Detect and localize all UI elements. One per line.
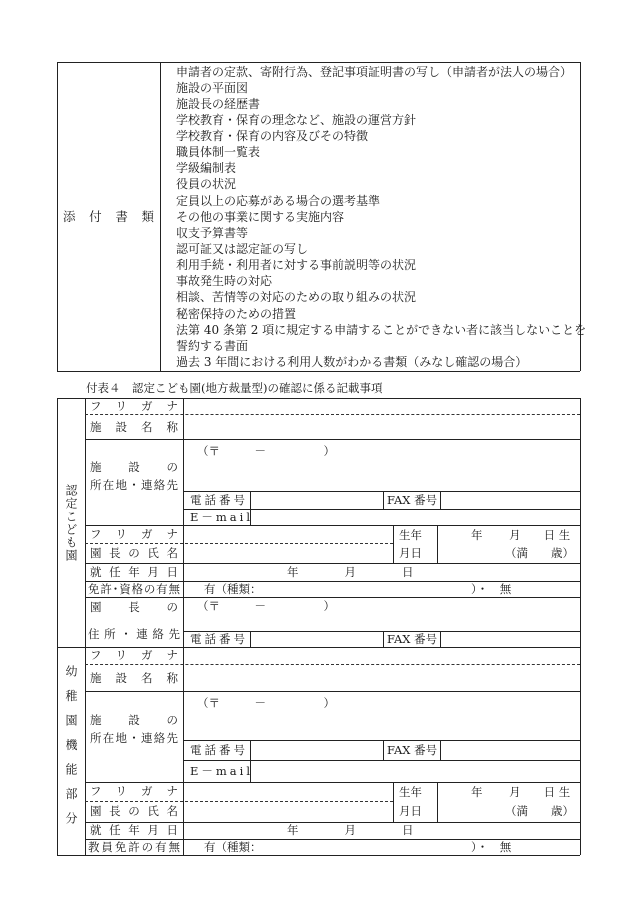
table-rule (85, 398, 86, 855)
attachment-item: 学校教育・保育の内容及びその特徴 (176, 129, 369, 144)
director-name-label: 園 長 の 氏 名 (90, 546, 178, 560)
license-no-option: ）・ 無 (471, 840, 512, 854)
table-rule (437, 525, 438, 563)
phone-label: 電話番号 (190, 743, 245, 757)
attachment-item: 学校教育・保育の理念など、施設の運営方針 (176, 112, 417, 127)
table-rule (85, 439, 580, 440)
birthdate-label: 生年 (399, 528, 422, 542)
section-title-cell (57, 398, 85, 647)
facility-name-label: 施 設 名 称 (90, 420, 178, 434)
birthdate-label: 生年 (399, 785, 422, 799)
director-address-label: 住 所 ・ 連 絡 先 (88, 627, 180, 641)
table-rule (440, 491, 441, 509)
section-title: 幼稚園機能部分 (64, 665, 78, 837)
postal-code-template: （〒 － ） (197, 696, 335, 710)
birthdate-template: 年 月 日 生 (471, 785, 571, 799)
section-title-cell (57, 647, 85, 855)
table-rule-dashed (85, 414, 580, 415)
age-template: （満 歳） (505, 546, 574, 560)
director-address-label: 園 長 の (90, 600, 178, 614)
fax-label: FAX 番号 (387, 632, 438, 646)
table-rule (183, 740, 580, 741)
facility-name-label: 施 設 名 称 (90, 671, 178, 685)
email-label: E－mail (190, 764, 254, 778)
furigana-label: フ リ ガ ナ (90, 399, 178, 413)
appointment-date-template: 年 月 日 (287, 565, 414, 579)
table-rule (393, 525, 394, 563)
table-rule (57, 62, 58, 371)
birthdate-label: 月日 (399, 804, 422, 818)
table-rule (440, 631, 441, 647)
attachment-item: 役員の状況 (176, 177, 237, 192)
appointment-date-label: 就 任 年 月 日 (90, 823, 178, 837)
facility-address-label: 所在地・連絡先 (90, 731, 178, 745)
license-no-option: ）・ 無 (471, 582, 512, 596)
table-rule (383, 631, 384, 647)
section-title: 認定こども園 (64, 483, 78, 562)
facility-address-label: 所在地・連絡先 (90, 478, 178, 492)
table-rule-dashed (85, 543, 393, 544)
license-yes-option: 有（種類： (204, 582, 262, 596)
table-rule (383, 491, 384, 509)
table-caption: 付表４ 認定こども園(地方裁量型)の確認に係る記載事項 (86, 381, 383, 395)
birthdate-template: 年 月 日 生 (471, 528, 571, 542)
attachment-item: 事故発生時の対応 (176, 274, 273, 289)
appointment-date-label: 就 任 年 月 日 (90, 565, 178, 579)
attachment-item: 認可証又は認定証の写し (176, 242, 309, 257)
attachment-item: 相談、苦情等の対応のための取り組みの状況 (176, 290, 417, 305)
attachment-item: 施設長の経歴書 (176, 96, 261, 111)
table-rule (183, 760, 580, 761)
attachment-item: 秘密保持のための措置 (176, 306, 297, 321)
phone-label: 電話番号 (190, 632, 245, 646)
appointment-date-template: 年 月 日 (287, 823, 414, 837)
attachments-heading: 添 付 書 類 (63, 208, 154, 224)
attachment-item: 学級編制表 (176, 161, 237, 176)
table-rule (160, 62, 161, 371)
table-rule-dashed (85, 801, 393, 802)
table-rule (57, 855, 580, 856)
table-rule (85, 691, 580, 692)
teacher-license-label: 教員免許の有無 (88, 840, 180, 854)
attachment-item: 定員以上の応募がある場合の選考基準 (176, 193, 381, 208)
license-yes-option: 有（種類： (204, 840, 262, 854)
attachments-list (176, 64, 587, 371)
attachment-item: 職員体制一覧表 (176, 145, 261, 160)
attachment-item: 過去 3 年間における利用人数がわかる書類（みなし確認の場合） (176, 355, 528, 370)
table-rule-dashed (85, 664, 580, 665)
table-rule (393, 782, 394, 822)
table-rule (580, 398, 581, 855)
license-label: 免許･資格の有無 (88, 582, 180, 596)
table-rule (437, 782, 438, 822)
attachment-item: 法第 40 条第 2 項に規定する申請することができない者に該当しないことを (176, 322, 587, 337)
table-rule (440, 740, 441, 760)
director-furigana-label: フ リ ガ ナ (90, 527, 178, 541)
table-rule (383, 740, 384, 760)
table-rule (183, 398, 184, 855)
director-furigana-label: フ リ ガ ナ (90, 784, 178, 798)
email-label: E－mail (190, 510, 254, 524)
facility-address-label: 施 設 の (90, 713, 178, 727)
attachment-item: 収支予算書等 (176, 225, 249, 240)
postal-code-template: （〒 － ） (197, 599, 335, 613)
attachment-item: 利用手続・利用者に対する事前説明等の状況 (176, 258, 417, 273)
birthdate-label: 月日 (399, 546, 422, 560)
table-rule (57, 371, 580, 372)
attachment-item: 申請者の定款、寄附行為、登記事項証明書の写し（申請者が法人の場合） (176, 64, 573, 79)
phone-label: 電話番号 (190, 493, 245, 507)
table-rule (250, 631, 251, 647)
attachment-item: 誓約する書面 (176, 338, 249, 353)
attachment-item: 施設の平面図 (176, 80, 249, 95)
fax-label: FAX 番号 (387, 743, 438, 757)
attachment-item: その他の事業に関する実施内容 (176, 209, 345, 224)
facility-address-label: 施 設 の (90, 460, 178, 474)
age-template: （満 歳） (505, 804, 574, 818)
furigana-label: フ リ ガ ナ (90, 648, 178, 662)
postal-code-template: （〒 － ） (197, 444, 335, 458)
director-name-label: 園 長 の 氏 名 (90, 804, 178, 818)
fax-label: FAX 番号 (387, 493, 438, 507)
